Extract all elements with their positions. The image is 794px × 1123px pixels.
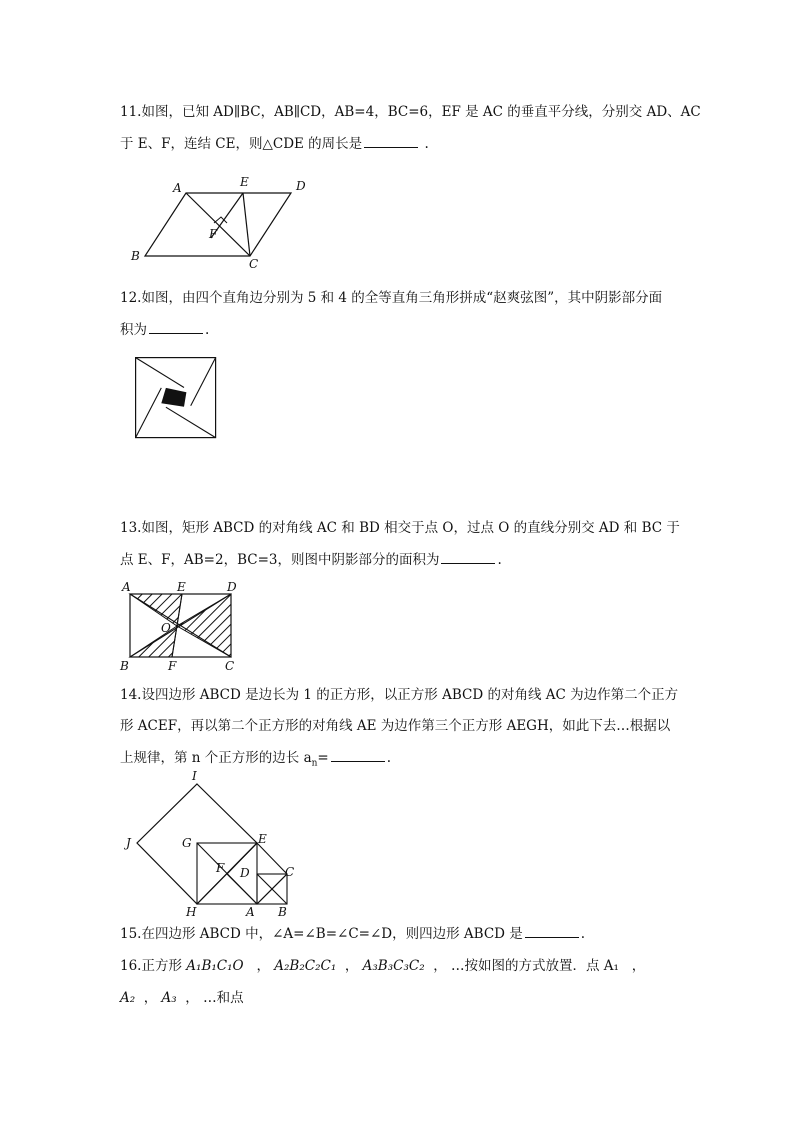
q16-square-2: A₂B₂C₂C₁ [274,958,337,974]
q14-line-2: 形 ACEF，再以第二个正方形的对角线 AE 为边作第三个正方形 AEGH，如此下去…根据以 [120,718,671,734]
q11-label-B: B [131,249,140,263]
q15-answer-blank[interactable] [525,925,579,938]
q14-label-H: H [186,905,197,919]
q11-label-C: C [249,257,259,271]
q13-line-2 [120,550,680,570]
q13-figure [118,578,248,674]
q14-subscript-n: n [311,758,318,769]
q16-square-1: A₁B₁C₁O [186,958,244,974]
q14-label-G: G [182,836,192,850]
q16-line-2: A₂ ， A₃ ， …和点 [120,990,244,1006]
q13-label-B: B [120,659,129,673]
q13-line-1: 13.如图，矩形 ABCD 的对角线 AC 和 BD 相交于点 O，过点 O 的直线分别交 AD 和 BC 于 [120,520,680,536]
q12-line-1: 12.如图，由四个直角边分别为 5 和 4 的全等直角三角形拼成“赵爽弦图”，其中阴影部分面 [120,290,663,306]
q14-label-B: B [278,905,287,919]
q14-label-E: E [258,832,267,846]
q13-label-E: E [177,580,186,594]
q15-period: . [580,926,586,942]
q14-figure [124,768,314,920]
q14-label-J: J [126,836,131,850]
q11-answer-blank[interactable] [364,135,418,148]
q16-line-2-end: …和点 [203,990,244,1006]
q14-equals: = [317,750,329,766]
q14-answer-blank[interactable] [331,749,385,762]
q15-line-1 [120,924,680,944]
q16-point-A2: A₂ [120,990,136,1006]
q13-label-A: A [122,580,131,594]
q13-label-D: D [227,580,237,594]
q12-figure [135,357,217,439]
q12-line-2-text: 积为 [120,322,147,338]
q12-answer-blank[interactable] [149,321,203,334]
q11-label-F: F [209,227,218,241]
q14-label-A: A [246,905,255,919]
q13-period: . [497,552,502,568]
q14-label-I: I [192,769,197,783]
q16-square-3: A₃B₃C₃C₂ [362,958,425,974]
q16-point-A3: A₃ [161,990,177,1006]
q15-line-1-text: 15.在四边形 ABCD 中，∠A=∠B=∠C=∠D，则四边形 ABCD 是 [120,926,523,942]
q16-suffix: …按如图的方式放置．点 A₁ [450,958,619,974]
q11-period: . [424,136,429,152]
q11-label-E: E [240,175,249,189]
q11-label-A: A [173,181,182,195]
q14-label-C: C [285,865,295,879]
q11-line-1: 11.如图，已知 AD∥BC，AB∥CD，AB=4，BC=6，EF 是 AC 的垂直平分线，分别交 AD、AC [120,104,701,120]
q13-answer-blank[interactable] [441,551,495,564]
q14-line-1: 14.设四边形 ABCD 是边长为 1 的正方形，以正方形 ABCD 的对角线 AC 为边作第二个正方 [120,687,679,703]
q14-label-F: F [216,861,225,875]
q14-line-3-text: 上规律，第 n 个正方形的边长 a [120,750,312,766]
q14-period: . [386,750,392,766]
q13-label-O: O [161,621,171,635]
q11-line-2 [120,134,680,154]
q16-prefix: 16.正方形 [120,958,182,974]
q14-label-D: D [240,866,250,880]
q11-label-D: D [296,179,306,193]
q13-label-F: F [168,659,177,673]
q16-line-1: 16.正方形 A₁B₁C₁O ， A₂B₂C₂C₁ ， A₃B₃C₃C₂ ， …按如图的方式放置．点 A₁ ， [120,958,646,974]
q11-line-2-text: 于 E、F，连结 CE，则△CDE 的周长是 [120,136,363,152]
q13-label-C: C [225,659,235,673]
q12-period: . [205,322,210,338]
q13-line-2-text: 点 E、F，AB=2，BC=3，则图中阴影部分的面积为 [120,552,440,568]
q12-line-2 [120,320,680,340]
q11-figure [125,172,325,272]
